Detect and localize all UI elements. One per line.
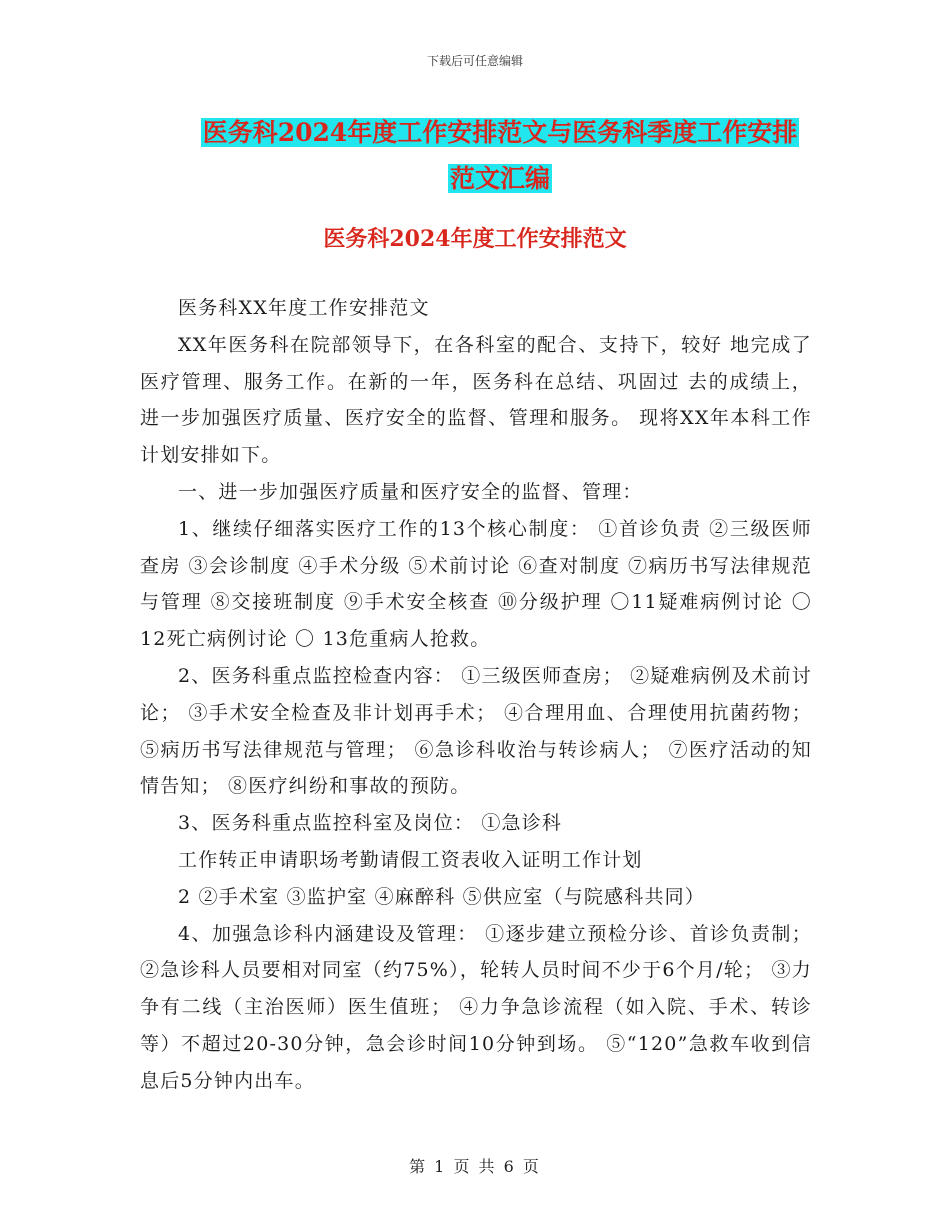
section-title: 医务科2024年度工作安排范文 (323, 226, 627, 252)
paragraph: 1、继续仔细落实医疗工作的13个核心制度： ①首诊负责 ②三级医师查房 ③会诊制度 ④手术分级 ⑤术前讨论 ⑥查对制度 ⑦病历书写法律规范与管理 ⑧交接班制度 ⑨手术安全核查 ⑩分级护理 〇11疑难病例讨论 〇 12死亡病例讨论 〇 13危重病人抢救。 (140, 517, 812, 651)
paragraph: 一、进一步加强医疗质量和医疗安全的监督、管理： (178, 480, 643, 503)
paragraph: 3、医务科重点监控科室及岗位： ①急诊科 (178, 812, 563, 835)
paragraph: 工作转正申请职场考勤请假工资表收入证明工作计划 (178, 848, 643, 871)
document-body (140, 290, 812, 1100)
document-title-line-2: 范文汇编 (449, 164, 550, 193)
paragraph: 2、医务科重点监控检查内容： ①三级医师查房； ②疑难病例及术前讨论； ③手术安全检查及非计划再手术； ④合理用血、合理使用抗菌药物； ⑤病历书写法律规范与管理； ⑥急诊科收治与转诊病人； ⑦医疗活动的知情告知； ⑧医疗纠纷和事故的预防。 (140, 664, 812, 798)
paragraph: 2 ②手术室 ③监护室 ④麻醉科 ⑤供应室（与院感科共同） (178, 885, 706, 908)
paragraph: XX年医务科在院部领导下，在各科室的配合、支持下，较好 地完成了医疗管理、服务工作。在新的一年，医务科在总结、巩固过 去的成绩上，进一步加强医疗质量、医疗安全的监督、管理和服务。 现将XX年本科工作计划安排如下。 (140, 333, 812, 467)
document-title (140, 110, 860, 202)
paragraph: 4、加强急诊科内涵建设及管理： ①逐步建立预检分诊、首诊负责制； ②急诊科人员要相对同室（约75%），轮转人员时间不少于6个月/轮； ③力争有二线（主治医师）医生值班； ④力争急诊流程（如入院、手术、转诊等）不超过20-30分钟，急会诊时间10分钟到场。 ⑤“120”急救车收到信息后5分钟内出车。 (140, 922, 812, 1092)
document-title-line-1: 医务科2024年度工作安排范文与医务科季度工作安排 (202, 118, 798, 147)
header-note: 下载后可任意编辑 (426, 54, 523, 68)
page-footer: 第 1 页 共 6 页 (409, 1157, 541, 1176)
paragraph: 医务科XX年度工作安排范文 (178, 297, 430, 319)
